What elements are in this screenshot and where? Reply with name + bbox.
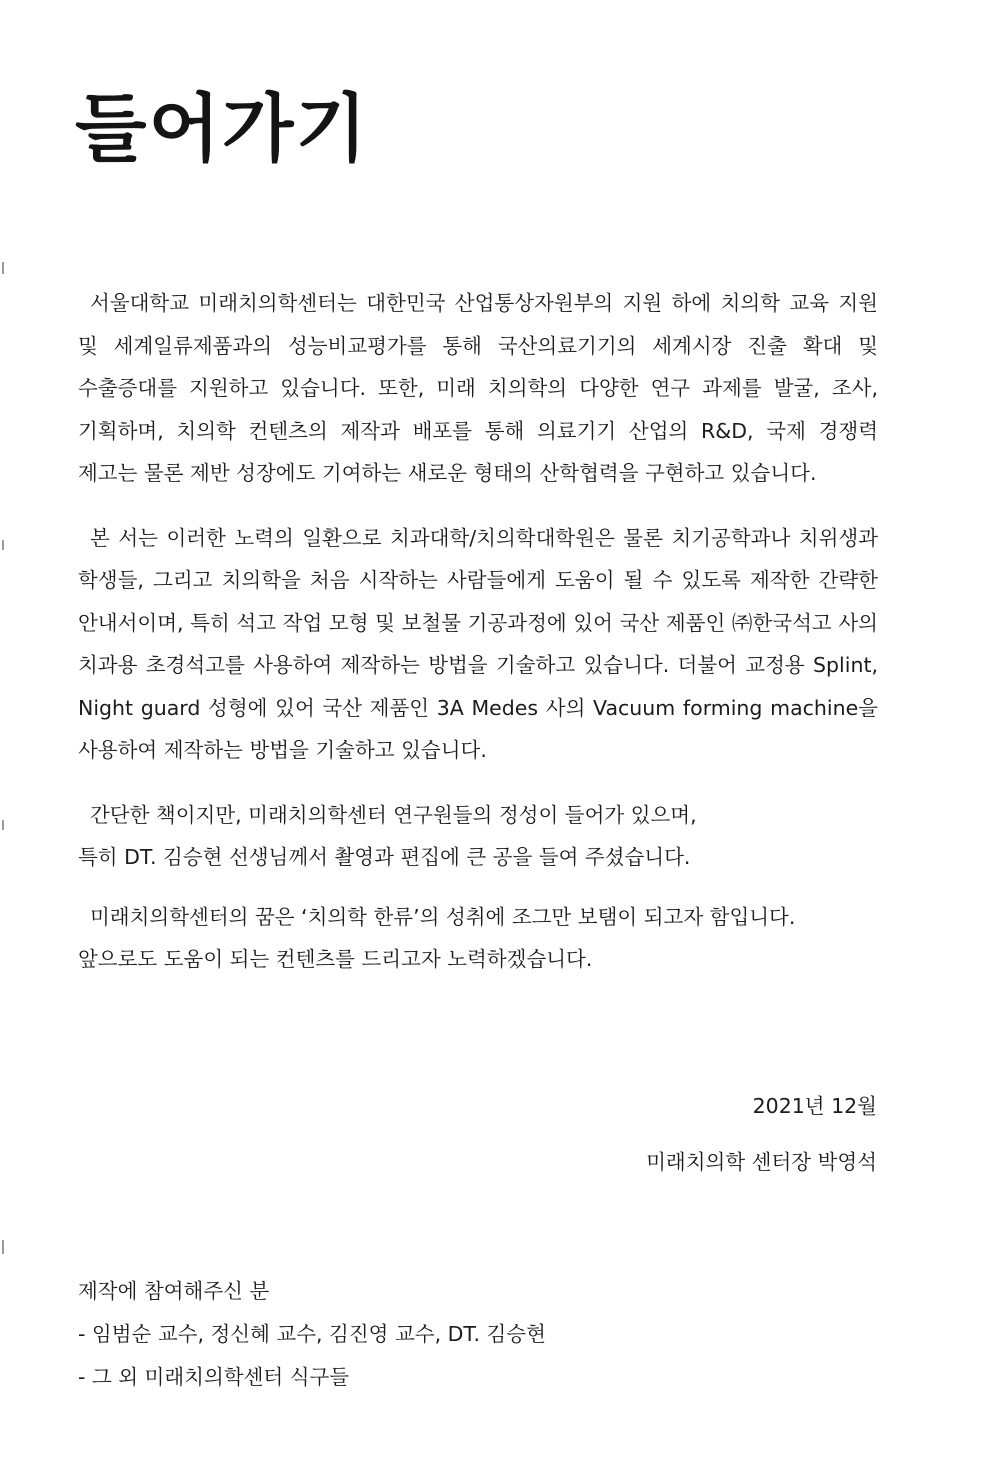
signature-block <box>646 1078 877 1190</box>
page-title: 들어가기 <box>75 86 369 172</box>
paragraph-3-line-1: 간단한 책이지만, 미래치의학센터 연구원들의 정성이 들어가 있으며, <box>90 802 697 827</box>
paragraph-4-line-1: 미래치의학센터의 꿈은 ‘치의학 한류’의 성취에 조그만 보탬이 되고자 함입니다. <box>90 904 796 929</box>
signature-author: 미래치의학 센터장 박영석 <box>646 1150 877 1174</box>
scan-edge-mark <box>2 540 4 550</box>
body-text <box>78 282 878 998</box>
paragraph-3-line-2: 특히 DT. 김승현 선생님께서 촬영과 편집에 큰 공을 들여 주셨습니다. <box>78 845 691 869</box>
intro-paragraph-4 <box>78 896 878 981</box>
signature-date: 2021년 12월 <box>752 1094 877 1118</box>
credits-line-2: - 그 외 미래치의학센터 식구들 <box>78 1365 350 1389</box>
credits-section <box>78 1270 546 1399</box>
paragraph-4-line-2: 앞으로도 도움이 되는 컨텐츠를 드리고자 노력하겠습니다. <box>78 947 593 971</box>
intro-paragraph-2: 본 서는 이러한 노력의 일환으로 치과대학/치의학대학원은 물론 치기공학과나 치위생과 학생들, 그리고 치의학을 처음 시작하는 사람들에게 도움이 될 수 있도록 제작한 간략한 안내서이며, 특히 석고 작업 모형 및 보철물 기공과정에 있어 국산 제품인 ㈜한국석고 사의 치과용 초경석고를 사용하여 제작하는 방법을 기술하고 있습니다. 더불어 교정용 Splint, Night guard 성형에 있어 국산 제품인 3A Medes 사의 Vacuum forming machine을 사용하여 제작하는 방법을 기술하고 있습니다. <box>78 525 878 762</box>
scan-edge-mark <box>2 820 4 830</box>
intro-paragraph-3 <box>78 794 878 879</box>
credits-line-1: - 임범순 교수, 정신혜 교수, 김진영 교수, DT. 김승현 <box>78 1322 546 1346</box>
intro-paragraph-1: 서울대학교 미래치의학센터는 대한민국 산업통상자원부의 지원 하에 치의학 교육 지원 및 세계일류제품과의 성능비교평가를 통해 국산의료기기의 세계시장 진출 확대 및 수출증대를 지원하고 있습니다. 또한, 미래 치의학의 다양한 연구 과제를 발굴, 조사, 기획하며, 치의학 컨텐츠의 제작과 배포를 통해 의료기기 산업의 R&D, 국제 경쟁력 제고는 물론 제반 성장에도 기여하는 새로운 형태의 산학협력을 구현하고 있습니다. <box>78 291 878 485</box>
scan-edge-mark <box>2 262 4 274</box>
scan-edge-mark <box>2 1240 4 1254</box>
credits-heading: 제작에 참여해주신 분 <box>78 1279 270 1303</box>
